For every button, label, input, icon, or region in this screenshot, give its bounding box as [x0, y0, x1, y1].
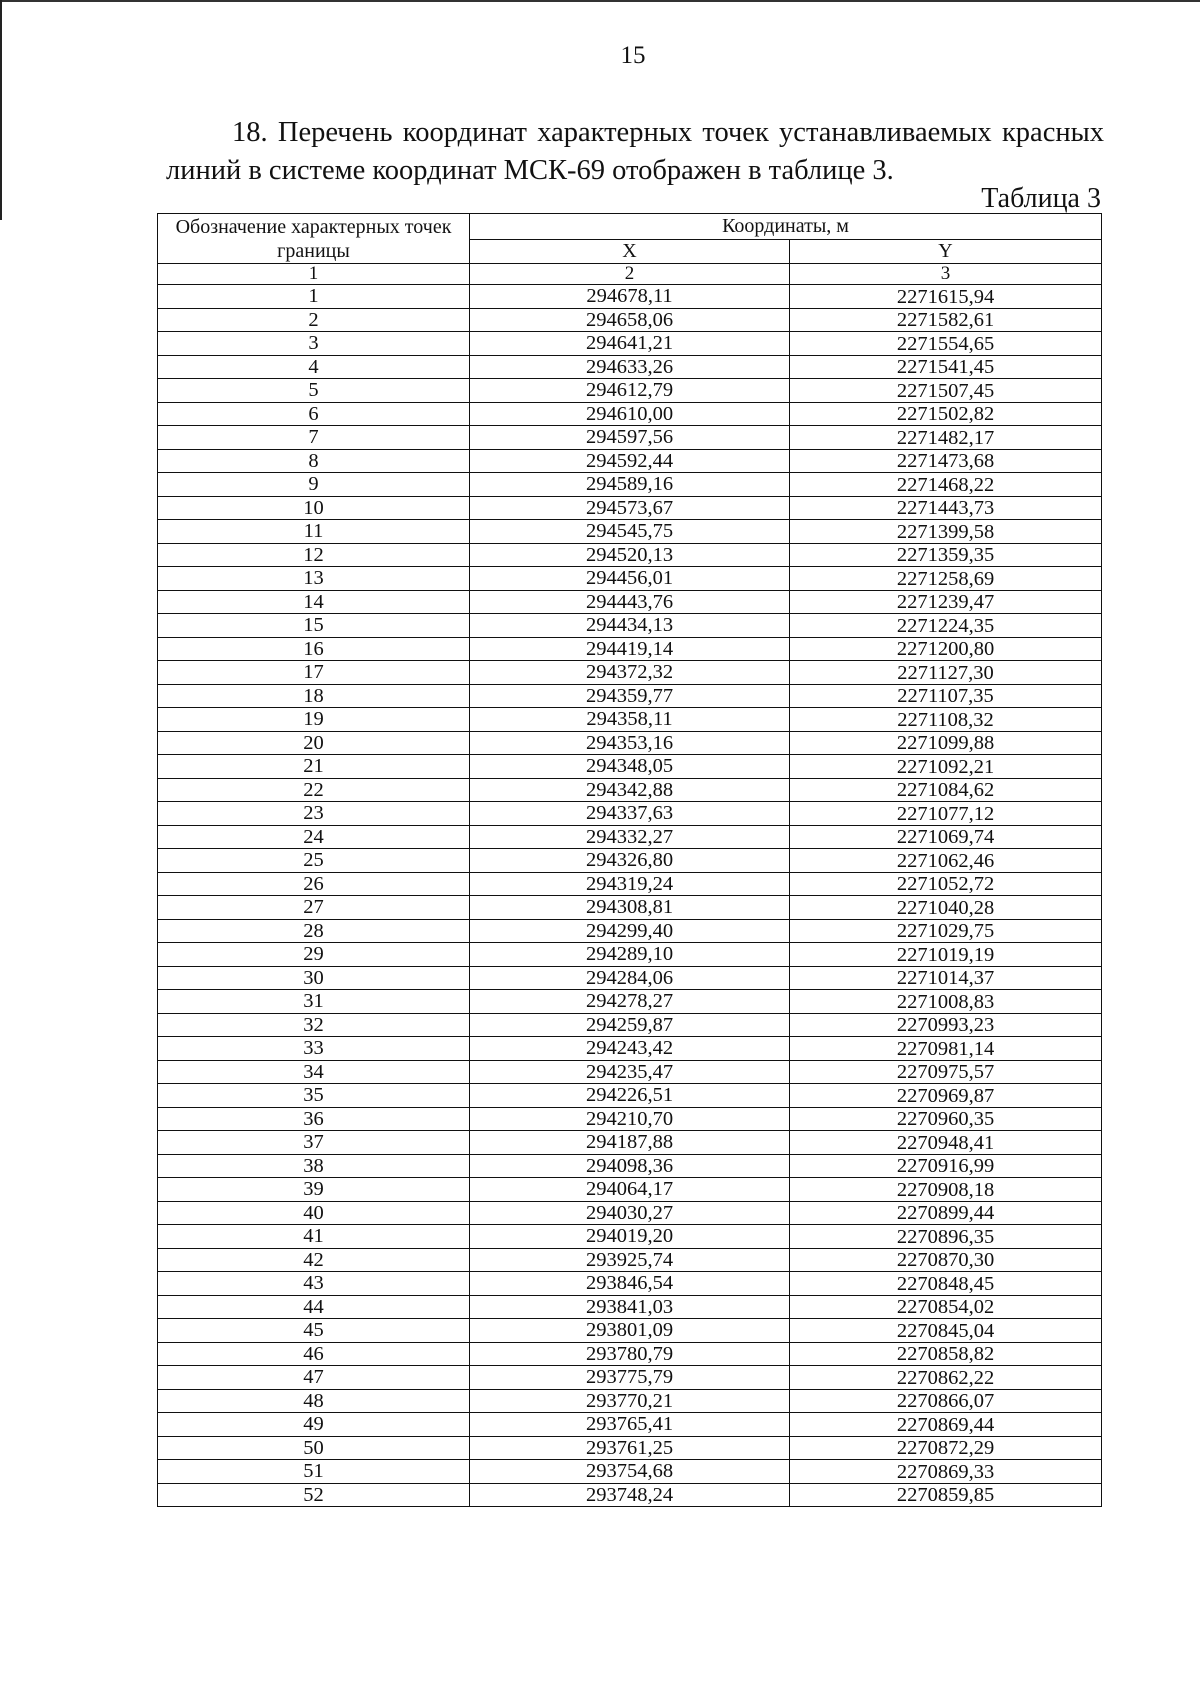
x-coordinate-cell: 294332,27	[470, 825, 790, 849]
x-coordinate-cell: 293780,79	[470, 1342, 790, 1366]
y-coordinate-cell: 2271077,12	[790, 802, 1102, 826]
point-number-cell: 13	[158, 567, 470, 591]
point-number-cell: 52	[158, 1483, 470, 1507]
point-number-cell: 27	[158, 896, 470, 920]
x-coordinate-cell: 294226,51	[470, 1084, 790, 1108]
point-number-cell: 36	[158, 1107, 470, 1131]
x-coordinate-cell: 294319,24	[470, 872, 790, 896]
section-paragraph: 18. Перечень координат характерных точек устанавливаемых красных линий в системе координат МСК-69 отображен в таблице 3.	[166, 117, 1104, 186]
point-number-cell: 29	[158, 943, 470, 967]
x-coordinate-cell: 294678,11	[470, 285, 790, 309]
x-coordinate-cell: 293754,68	[470, 1460, 790, 1484]
x-coordinate-cell: 293748,24	[470, 1483, 790, 1507]
point-number-cell: 25	[158, 849, 470, 873]
table-row	[158, 1389, 1102, 1413]
x-coordinate-cell: 294658,06	[470, 308, 790, 332]
y-coordinate-cell: 2271224,35	[790, 614, 1102, 638]
table-row	[158, 755, 1102, 779]
x-coordinate-cell: 294456,01	[470, 567, 790, 591]
point-number-cell: 35	[158, 1084, 470, 1108]
y-coordinate-cell: 2270859,85	[790, 1483, 1102, 1507]
table-row	[158, 1366, 1102, 1390]
x-coordinate-cell: 293846,54	[470, 1272, 790, 1296]
y-coordinate-cell: 2270960,35	[790, 1107, 1102, 1131]
y-coordinate-cell: 2271040,28	[790, 896, 1102, 920]
y-coordinate-cell: 2270854,02	[790, 1295, 1102, 1319]
point-number-cell: 44	[158, 1295, 470, 1319]
table-row	[158, 1154, 1102, 1178]
table-row	[158, 661, 1102, 685]
point-number-cell: 28	[158, 919, 470, 943]
table-row	[158, 849, 1102, 873]
point-number-cell: 49	[158, 1413, 470, 1437]
y-coordinate-cell: 2270866,07	[790, 1389, 1102, 1413]
point-number-cell: 51	[158, 1460, 470, 1484]
x-coordinate-cell: 294419,14	[470, 637, 790, 661]
y-coordinate-cell: 2271052,72	[790, 872, 1102, 896]
y-coordinate-cell: 2270870,30	[790, 1248, 1102, 1272]
table-row	[158, 966, 1102, 990]
table-row	[158, 543, 1102, 567]
y-coordinate-cell: 2270975,57	[790, 1060, 1102, 1084]
table-row	[158, 1413, 1102, 1437]
point-number-cell: 19	[158, 708, 470, 732]
point-number-cell: 34	[158, 1060, 470, 1084]
point-number-cell: 32	[158, 1013, 470, 1037]
y-coordinate-cell: 2270845,04	[790, 1319, 1102, 1343]
y-coordinate-cell: 2270969,87	[790, 1084, 1102, 1108]
scan-top-edge	[0, 0, 1200, 2]
x-coordinate-cell: 294210,70	[470, 1107, 790, 1131]
y-coordinate-cell: 2270993,23	[790, 1013, 1102, 1037]
y-coordinate-cell: 2271554,65	[790, 332, 1102, 356]
y-coordinate-cell: 2270981,14	[790, 1037, 1102, 1061]
table-row	[158, 1013, 1102, 1037]
x-coordinate-cell: 294030,27	[470, 1201, 790, 1225]
table-row	[158, 1483, 1102, 1507]
x-coordinate-cell: 294592,44	[470, 449, 790, 473]
point-number-cell: 8	[158, 449, 470, 473]
scan-left-edge	[0, 0, 2, 220]
x-coordinate-cell: 293841,03	[470, 1295, 790, 1319]
x-coordinate-cell: 294633,26	[470, 355, 790, 379]
y-coordinate-cell: 2271473,68	[790, 449, 1102, 473]
x-coordinate-cell: 294019,20	[470, 1225, 790, 1249]
point-number-cell: 50	[158, 1436, 470, 1460]
point-number-cell: 42	[158, 1248, 470, 1272]
point-number-cell: 14	[158, 590, 470, 614]
x-coordinate-cell: 294243,42	[470, 1037, 790, 1061]
column-number: 1	[158, 264, 470, 285]
x-coordinate-cell: 294235,47	[470, 1060, 790, 1084]
x-coordinate-cell: 294353,16	[470, 731, 790, 755]
y-coordinate-cell: 2271443,73	[790, 496, 1102, 520]
table-row	[158, 1107, 1102, 1131]
y-coordinate-cell: 2271107,35	[790, 684, 1102, 708]
y-coordinate-cell: 2271482,17	[790, 426, 1102, 450]
y-coordinate-cell: 2271502,82	[790, 402, 1102, 426]
y-coordinate-cell: 2271099,88	[790, 731, 1102, 755]
point-number-cell: 9	[158, 473, 470, 497]
x-coordinate-cell: 294342,88	[470, 778, 790, 802]
table-row	[158, 731, 1102, 755]
table-row	[158, 1201, 1102, 1225]
table-row	[158, 1342, 1102, 1366]
table-row	[158, 1225, 1102, 1249]
table-row	[158, 1295, 1102, 1319]
x-coordinate-cell: 294259,87	[470, 1013, 790, 1037]
table-row	[158, 802, 1102, 826]
x-coordinate-cell: 293770,21	[470, 1389, 790, 1413]
table-row	[158, 426, 1102, 450]
y-coordinate-cell: 2271127,30	[790, 661, 1102, 685]
point-number-cell: 22	[158, 778, 470, 802]
table-row	[158, 1131, 1102, 1155]
x-coordinate-cell: 293765,41	[470, 1413, 790, 1437]
table-row	[158, 1084, 1102, 1108]
x-coordinate-cell: 294289,10	[470, 943, 790, 967]
table-row	[158, 825, 1102, 849]
x-coordinate-cell: 294589,16	[470, 473, 790, 497]
table-row	[158, 990, 1102, 1014]
point-number-cell: 20	[158, 731, 470, 755]
point-number-cell: 5	[158, 379, 470, 403]
point-number-cell: 11	[158, 520, 470, 544]
y-coordinate-cell: 2270869,33	[790, 1460, 1102, 1484]
point-number-cell: 37	[158, 1131, 470, 1155]
header-y: Y	[790, 240, 1102, 264]
y-coordinate-cell: 2270848,45	[790, 1272, 1102, 1296]
y-coordinate-cell: 2271582,61	[790, 308, 1102, 332]
y-coordinate-cell: 2271029,75	[790, 919, 1102, 943]
y-coordinate-cell: 2271507,45	[790, 379, 1102, 403]
x-coordinate-cell: 294187,88	[470, 1131, 790, 1155]
x-coordinate-cell: 294372,32	[470, 661, 790, 685]
column-number: 3	[790, 264, 1102, 285]
point-number-cell: 31	[158, 990, 470, 1014]
x-coordinate-cell: 294348,05	[470, 755, 790, 779]
y-coordinate-cell: 2270908,18	[790, 1178, 1102, 1202]
table-row	[158, 1460, 1102, 1484]
table-row	[158, 872, 1102, 896]
x-coordinate-cell: 294358,11	[470, 708, 790, 732]
table-row	[158, 637, 1102, 661]
y-coordinate-cell: 2271468,22	[790, 473, 1102, 497]
x-coordinate-cell: 294573,67	[470, 496, 790, 520]
point-number-cell: 45	[158, 1319, 470, 1343]
point-number-cell: 46	[158, 1342, 470, 1366]
y-coordinate-cell: 2270896,35	[790, 1225, 1102, 1249]
coordinates-table	[157, 213, 1102, 1507]
point-number-cell: 24	[158, 825, 470, 849]
x-coordinate-cell: 294545,75	[470, 520, 790, 544]
x-coordinate-cell: 294337,63	[470, 802, 790, 826]
table-row	[158, 473, 1102, 497]
header-point-designation: Обозначение характерных точек границы	[158, 214, 470, 264]
y-coordinate-cell: 2270948,41	[790, 1131, 1102, 1155]
point-number-cell: 33	[158, 1037, 470, 1061]
x-coordinate-cell: 294597,56	[470, 426, 790, 450]
point-number-cell: 3	[158, 332, 470, 356]
table-row	[158, 496, 1102, 520]
y-coordinate-cell: 2271008,83	[790, 990, 1102, 1014]
y-coordinate-cell: 2270899,44	[790, 1201, 1102, 1225]
table-row	[158, 684, 1102, 708]
x-coordinate-cell: 293775,79	[470, 1366, 790, 1390]
header-x: X	[470, 240, 790, 264]
x-coordinate-cell: 294641,21	[470, 332, 790, 356]
table-row	[158, 778, 1102, 802]
y-coordinate-cell: 2271200,80	[790, 637, 1102, 661]
y-coordinate-cell: 2270869,44	[790, 1413, 1102, 1437]
x-coordinate-cell: 294359,77	[470, 684, 790, 708]
y-coordinate-cell: 2271019,19	[790, 943, 1102, 967]
point-number-cell: 23	[158, 802, 470, 826]
point-number-cell: 41	[158, 1225, 470, 1249]
table-row	[158, 708, 1102, 732]
x-coordinate-cell: 294326,80	[470, 849, 790, 873]
table-row	[158, 1037, 1102, 1061]
point-number-cell: 39	[158, 1178, 470, 1202]
y-coordinate-cell: 2271108,32	[790, 708, 1102, 732]
table-row	[158, 379, 1102, 403]
y-coordinate-cell: 2271014,37	[790, 966, 1102, 990]
table-row	[158, 332, 1102, 356]
y-coordinate-cell: 2270862,22	[790, 1366, 1102, 1390]
y-coordinate-cell: 2270916,99	[790, 1154, 1102, 1178]
point-number-cell: 17	[158, 661, 470, 685]
x-coordinate-cell: 294064,17	[470, 1178, 790, 1202]
table-row	[158, 402, 1102, 426]
y-coordinate-cell: 2270872,29	[790, 1436, 1102, 1460]
y-coordinate-cell: 2271084,62	[790, 778, 1102, 802]
x-coordinate-cell: 293801,09	[470, 1319, 790, 1343]
x-coordinate-cell: 294284,06	[470, 966, 790, 990]
x-coordinate-cell: 294278,27	[470, 990, 790, 1014]
table-row	[158, 355, 1102, 379]
x-coordinate-cell: 294434,13	[470, 614, 790, 638]
column-number-row	[158, 264, 1102, 285]
point-number-cell: 4	[158, 355, 470, 379]
table-row	[158, 1178, 1102, 1202]
table-row	[158, 590, 1102, 614]
x-coordinate-cell: 294299,40	[470, 919, 790, 943]
table-row	[158, 1436, 1102, 1460]
table-row	[158, 1272, 1102, 1296]
y-coordinate-cell: 2271258,69	[790, 567, 1102, 591]
point-number-cell: 38	[158, 1154, 470, 1178]
point-number-cell: 40	[158, 1201, 470, 1225]
point-number-cell: 15	[158, 614, 470, 638]
y-coordinate-cell: 2271615,94	[790, 285, 1102, 309]
point-number-cell: 47	[158, 1366, 470, 1390]
point-number-cell: 1	[158, 285, 470, 309]
y-coordinate-cell: 2270858,82	[790, 1342, 1102, 1366]
table-row	[158, 567, 1102, 591]
point-number-cell: 18	[158, 684, 470, 708]
table-row	[158, 520, 1102, 544]
y-coordinate-cell: 2271239,47	[790, 590, 1102, 614]
y-coordinate-cell: 2271062,46	[790, 849, 1102, 873]
table-row	[158, 1319, 1102, 1343]
table-body	[158, 285, 1102, 1507]
table-caption: Таблица 3	[981, 183, 1101, 214]
y-coordinate-cell: 2271092,21	[790, 755, 1102, 779]
y-coordinate-cell: 2271399,58	[790, 520, 1102, 544]
point-number-cell: 48	[158, 1389, 470, 1413]
x-coordinate-cell: 294098,36	[470, 1154, 790, 1178]
point-number-cell: 6	[158, 402, 470, 426]
x-coordinate-cell: 294612,79	[470, 379, 790, 403]
table-header-row	[158, 214, 1102, 240]
table-row	[158, 919, 1102, 943]
x-coordinate-cell: 294308,81	[470, 896, 790, 920]
table-row	[158, 285, 1102, 309]
table-row	[158, 943, 1102, 967]
point-number-cell: 12	[158, 543, 470, 567]
table-row	[158, 1060, 1102, 1084]
y-coordinate-cell: 2271541,45	[790, 355, 1102, 379]
table-row	[158, 1248, 1102, 1272]
x-coordinate-cell: 294520,13	[470, 543, 790, 567]
x-coordinate-cell: 294443,76	[470, 590, 790, 614]
x-coordinate-cell: 294610,00	[470, 402, 790, 426]
point-number-cell: 21	[158, 755, 470, 779]
x-coordinate-cell: 293925,74	[470, 1248, 790, 1272]
table-row	[158, 614, 1102, 638]
point-number-cell: 26	[158, 872, 470, 896]
table-row	[158, 449, 1102, 473]
point-number-cell: 16	[158, 637, 470, 661]
page-number: 15	[620, 42, 646, 69]
y-coordinate-cell: 2271359,35	[790, 543, 1102, 567]
header-coordinates: Координаты, м	[470, 214, 1102, 240]
point-number-cell: 30	[158, 966, 470, 990]
table-row	[158, 896, 1102, 920]
table-row	[158, 308, 1102, 332]
point-number-cell: 7	[158, 426, 470, 450]
column-number: 2	[470, 264, 790, 285]
x-coordinate-cell: 293761,25	[470, 1436, 790, 1460]
point-number-cell: 10	[158, 496, 470, 520]
point-number-cell: 2	[158, 308, 470, 332]
point-number-cell: 43	[158, 1272, 470, 1296]
y-coordinate-cell: 2271069,74	[790, 825, 1102, 849]
